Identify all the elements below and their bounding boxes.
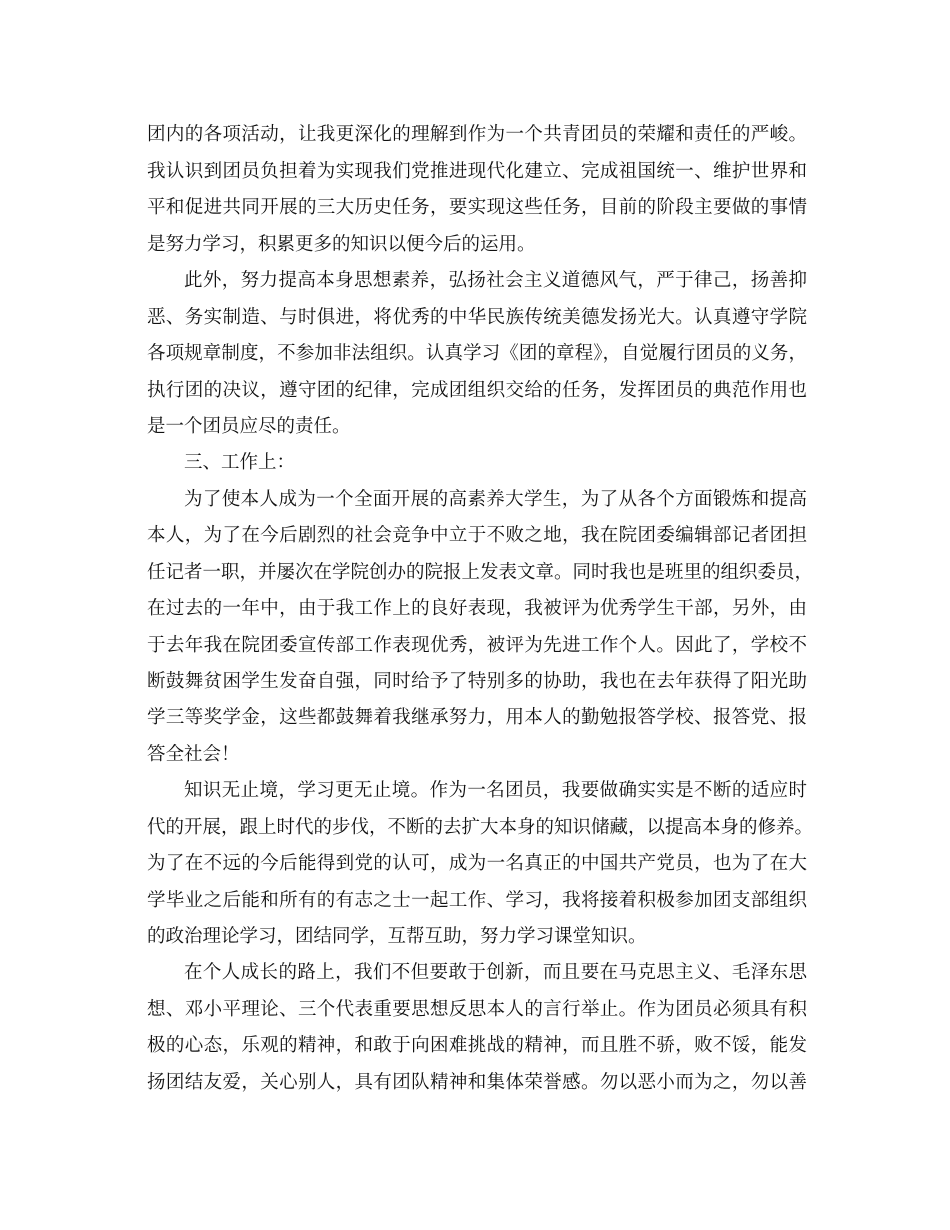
- text-line: 平和促进共同开展的三大历史任务，要实现这些任务，目前的阶段主要做的事情: [147, 197, 807, 218]
- section-heading: 三、工作上：: [184, 452, 296, 473]
- text-line: 断鼓舞贫困学生发奋自强，同时给予了特别多的协助，我也在去年获得了阳光助: [147, 671, 807, 692]
- text-line: 学毕业之后能和所有的有志之士一起工作、学习，我将接着积极参加团支部组织: [147, 890, 807, 911]
- text-line: 为了在不远的今后能得到党的认可，成为一名真正的中国共产党员，也为了在大: [147, 853, 807, 874]
- text-line: 恶、务实制造、与时俱进，将优秀的中华民族传统美德发扬光大。认真遵守学院: [147, 307, 807, 328]
- paragraph-first-line: 此外，努力提高本身思想素养，弘扬社会主义道德风气，严于律己，扬善抑: [184, 270, 807, 291]
- text-line: 本人，为了在今后剧烈的社会竞争中立于不败之地，我在院团委编辑部记者团担: [147, 525, 807, 546]
- text-line: 学三等奖学金，这些都鼓舞着我继承努力，用本人的勤勉报答学校、报答党、报: [147, 707, 807, 728]
- paragraph-first-line: 为了使本人成为一个全面开展的高素养大学生，为了从各个方面锻炼和提高: [184, 489, 807, 510]
- text-line: 执行团的决议，遵守团的纪律，完成团组织交给的任务，发挥团员的典范作用也: [147, 380, 807, 401]
- paragraph-first-line: 在个人成长的路上，我们不但要敢于创新，而且要在马克思主义、毛泽东思: [184, 962, 807, 983]
- text-line: 答全社会！: [147, 744, 240, 765]
- text-line: 是一个团员应尽的责任。: [147, 416, 351, 437]
- text-line: 在过去的一年中，由于我工作上的良好表现，我被评为优秀学生干部，另外，由: [147, 598, 807, 619]
- text-line: 极的心态，乐观的精神，和敢于向困难挑战的精神，而且胜不骄，败不馁，能发: [147, 1035, 807, 1056]
- text-line: 于去年我在院团委宣传部工作表现优秀，被评为先进工作个人。因此了，学校不: [147, 635, 807, 656]
- text-line: 想、邓小平理论、三个代表重要思想反思本人的言行举止。作为团员必须具有积: [147, 999, 807, 1020]
- text-line: 的政治理论学习，团结同学，互帮互助，努力学习课堂知识。: [147, 926, 647, 947]
- text-line: 扬团结友爱，关心别人，具有团队精神和集体荣誉感。勿以恶小而为之，勿以善: [147, 1072, 807, 1093]
- text-line: 我认识到团员负担着为实现我们党推进现代化建立、完成祖国统一、维护世界和: [147, 161, 807, 182]
- text-line: 团内的各项活动，让我更深化的理解到作为一个共青团员的荣耀和责任的严峻。: [147, 124, 807, 145]
- text-line: 是努力学习，积累更多的知识以便今后的运用。: [147, 234, 536, 255]
- paragraph-first-line: 知识无止境，学习更无止境。作为一名团员，我要做确实实是不断的适应时: [184, 780, 807, 801]
- text-line: 代的开展，跟上时代的步伐，不断的去扩大本身的知识储藏，以提高本身的修养。: [147, 817, 814, 838]
- text-line: 任记者一职，并屡次在学院创办的院报上发表文章。同时我也是班里的组织委员，: [147, 562, 814, 583]
- text-line: 各项规章制度，不参加非法组织。认真学习《团的章程》，自觉履行团员的义务，: [147, 343, 807, 364]
